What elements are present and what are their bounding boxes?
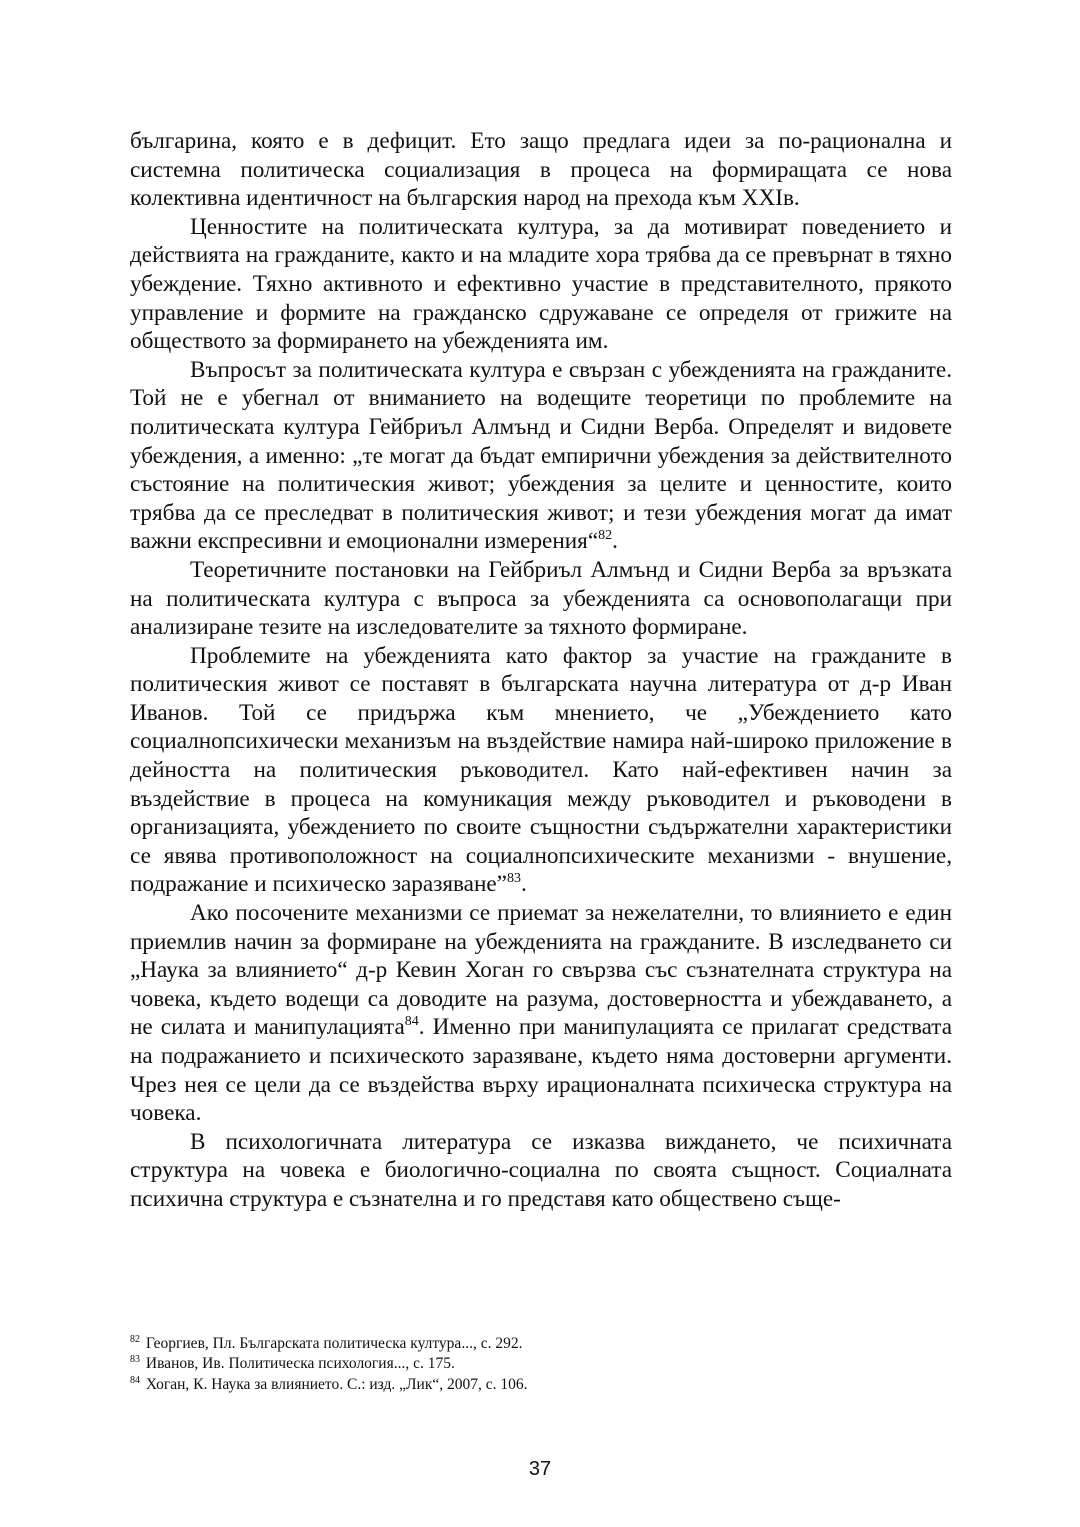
paragraph-influence: [130, 899, 952, 1128]
paragraph-text: В психологичната литература се изказва виждането, че психичната структура на човека е биологично-социална по своята същност. Социалната психична структура е съзнателна и го представя като обществено съще-: [130, 1128, 952, 1212]
footnote-text: Георгиев, Пл. Българската политическа култура..., с. 292.: [145, 1335, 523, 1352]
footnote-number: 84: [130, 1374, 140, 1386]
footnote-item: [130, 1334, 952, 1354]
paragraph-text: Ценностите на политическата култура, за да мотивират поведението и действията на гражданите, както и на младите хора трябва да се превърнат в тяхно убеждение. Тяхно активното и ефективно участие в представителното, прякото управление и формите на гражданско сдружаване се определя от грижите на обществото за формирането на убежденията им.: [130, 213, 952, 355]
paragraph-text-tail: .: [612, 528, 618, 555]
paragraph-psychology: [130, 1128, 952, 1214]
paragraph-text-tail: . Именно при манипулацията се прилагат средствата на подражанието и психическото заразяване, където няма достоверни аргументи. Чрез нея се цели да се въздейства върху ирационалната психическа структура на човека.: [130, 1014, 952, 1127]
footnote-text: Хоган, К. Наука за влиянието. С.: изд. „Лик“, 2007, с. 106.: [145, 1375, 528, 1393]
footnote-reference[interactable]: 82: [598, 528, 613, 544]
paragraph-text: Ако посочените механизми се приемат за нежелателни, то влиянието е един приемлив начин за формиране на убежденията на гражданите. В изследването си „Наука за влиянието“ д-р Кевин Хоган го свързва със съзнателната структура на човека, където водещи са доводите на разума, достоверността и убеждаването, а не силата и манипулацията: [130, 900, 952, 1041]
footnote-item: [130, 1354, 952, 1374]
footnote-number: 83: [130, 1354, 140, 1366]
footnotes: [130, 1334, 952, 1395]
paragraph-problems: [130, 642, 952, 899]
paragraph-theory: [130, 556, 952, 642]
footnote-reference[interactable]: 84: [404, 1014, 419, 1030]
paragraph-values: [130, 213, 952, 356]
paragraph-text: Теоретичните постановки на Гейбриъл Алмънд и Сидни Верба за връзката на политическата култура с въпроса за убежденията са основополагащи при анализиране тезите на изследователите за тяхното формиране.: [130, 556, 952, 641]
paragraph-continuation: [130, 127, 952, 213]
paragraph-text-tail: .: [520, 871, 527, 898]
paragraph-text: българина, която е в дефицит. Ето защо предлага идеи за по-рационална и системна политическа социализация в процеса на формиращата се нова колективна идентичност на българския народ на прехода към XXIв.: [130, 128, 952, 212]
footnote-text: Иванов, Ив. Политическа психология..., с. 175.: [145, 1355, 455, 1373]
paragraph-text: Проблемите на убежденията като фактор за участие на гражданите в политическия живот се поставят в българската научна литература от д-р Иван Иванов. Той се придържа към мнението, че „Убеждението като социалнопсихически механизъм на въздействие намира най-широко приложение в дейността на политическия ръководител. Като най-ефективен начин за въздействие в процеса на комуникация между ръководител и ръководени в организацията, убеждението по своите същностни съдържателни характеристики се явява противоположност на социалнопсихическите механизми - внушение, подражание и психическо заразяване”: [130, 642, 952, 898]
footnote-item: [130, 1375, 952, 1395]
page-number: 37: [528, 1458, 552, 1480]
paragraph-beliefs-question: [130, 356, 952, 556]
paragraph-text: Въпросът за политическата култура е свързан с убежденията на гражданите. Той не е убегнал от вниманието на водещите теоретици по проблемите на политическата култура Гейбриъл Алмънд и Сидни Верба. Определят и видовете убеждения, а именно: „те могат да бъдат емпирични убеждения за действителното състояние на политическия живот; убеждения за целите и ценностите, които трябва да се преследват в политическия живот; и тези убеждения могат да имат важни експресивни и емоционални измерения“: [130, 356, 952, 555]
footnote-number: 82: [130, 1334, 140, 1345]
footnote-reference[interactable]: 83: [506, 871, 521, 887]
page-body: [130, 127, 952, 1214]
